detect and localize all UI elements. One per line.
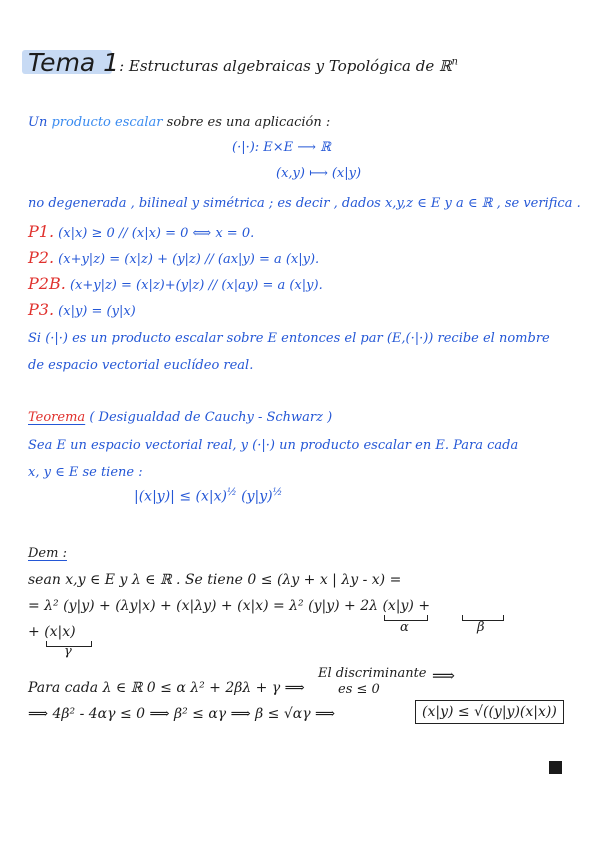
- proof-line-5: ⟹ 4β² - 4αγ ≤ 0 ⟹ β² ≤ αγ ⟹ β ≤ √αγ ⟹: [28, 706, 336, 722]
- title-sup: n: [451, 56, 458, 68]
- proof-line-2: [28, 598, 430, 614]
- ineq-exp-1: ½: [226, 487, 237, 498]
- l3-b: (x|x): [44, 624, 76, 640]
- p3-text: (x|y) = (y|x): [58, 304, 136, 319]
- ineq-left: |(x|y)| ≤ (x|x): [134, 488, 227, 505]
- title-main: Tema 1: [28, 48, 120, 77]
- definition-intro: [28, 115, 330, 130]
- theorem-line-2: x, y ∈ E se tiene :: [28, 465, 143, 480]
- proof-line-3: [28, 624, 76, 640]
- p1-text: (x|x) ≥ 0 // (x|x) = 0 ⟺ x = 0.: [58, 226, 255, 241]
- l2-e: +: [418, 598, 431, 614]
- property-p2: [28, 248, 319, 267]
- proof-line-4: Para cada λ ∈ ℝ 0 ≤ α λ² + 2βλ + γ ⟹: [28, 680, 305, 696]
- qed-square: [549, 761, 562, 774]
- l2-b: (y|y): [308, 598, 340, 614]
- gamma-symbol: γ: [64, 644, 72, 659]
- property-p1: [28, 222, 254, 241]
- l3-a: +: [28, 624, 40, 640]
- cauchy-schwarz-inequality: [134, 487, 282, 505]
- l2-d: (x|y): [382, 598, 414, 614]
- euclidean-space-line-2: de espacio vectorial euclídeo real.: [28, 358, 254, 373]
- discriminant-note-1: El discriminante: [318, 666, 427, 681]
- l2-c: + 2λ: [344, 598, 378, 614]
- proof-line-4-arrow: ⟹: [432, 666, 455, 685]
- proof-line-1: sean x,y ∈ E y λ ∈ ℝ . Se tiene 0 ≤ (λy + x | λy - x) =: [28, 572, 402, 588]
- p3-label: P3.: [28, 300, 55, 319]
- condition-line: no degenerada , bilineal y simétrica ; es decir , dados x,y,z ∈ E y a ∈ ℝ , se verifica .: [28, 196, 581, 211]
- property-p2b: [28, 274, 323, 293]
- discriminant-note-2: es ≤ 0: [338, 682, 380, 697]
- p2-text: (x+y|z) = (x|z) + (y|z) // (ax|y) = a (x|y).: [58, 252, 320, 267]
- title-rest: : Estructuras algebraicas y Topológica de ℝ: [119, 57, 452, 75]
- final-result-box: (x|y) ≤ √((y|y)(x|x)): [415, 700, 564, 724]
- p1-label: P1.: [28, 222, 55, 241]
- theorem-name: ( Desigualdad de Cauchy - Schwarz ): [89, 410, 333, 425]
- intro-suffix: sobre es una aplicación :: [166, 115, 331, 130]
- map-line-1: (·|·): E×E ⟶ ℝ: [232, 140, 331, 155]
- alpha-symbol: α: [400, 620, 409, 635]
- p2b-text: (x+y|z) = (x|z)+(y|z) // (x|ay) = a (x|y).: [69, 278, 323, 293]
- euclidean-space-line-1: Si (·|·) es un producto escalar sobre E entonces el par (E,(·|·)) recibe el nombre: [28, 331, 550, 346]
- theorem-line-1: Sea E un espacio vectorial real, y (·|·) un producto escalar en E. Para cada: [28, 438, 519, 453]
- property-p3: [28, 300, 136, 319]
- ineq-mid: (y|y): [241, 488, 273, 505]
- p2b-label: P2B.: [28, 274, 66, 293]
- theorem-label: Teorema: [28, 410, 86, 425]
- map-line-2: (x,y) ⟼ (x|y): [276, 166, 362, 181]
- p2-label: P2.: [28, 248, 55, 267]
- theorem-heading: [28, 410, 332, 425]
- intro-prefix: Un: [28, 115, 48, 130]
- beta-symbol: β: [477, 620, 485, 635]
- page-title: [28, 48, 458, 77]
- proof-label: Dem :: [28, 546, 67, 561]
- ineq-exp-2: ½: [272, 487, 283, 498]
- l2-a: = λ² (y|y) + (λy|x) + (x|λy) + (x|x) = λ²: [28, 598, 304, 614]
- intro-term: producto escalar: [51, 115, 163, 130]
